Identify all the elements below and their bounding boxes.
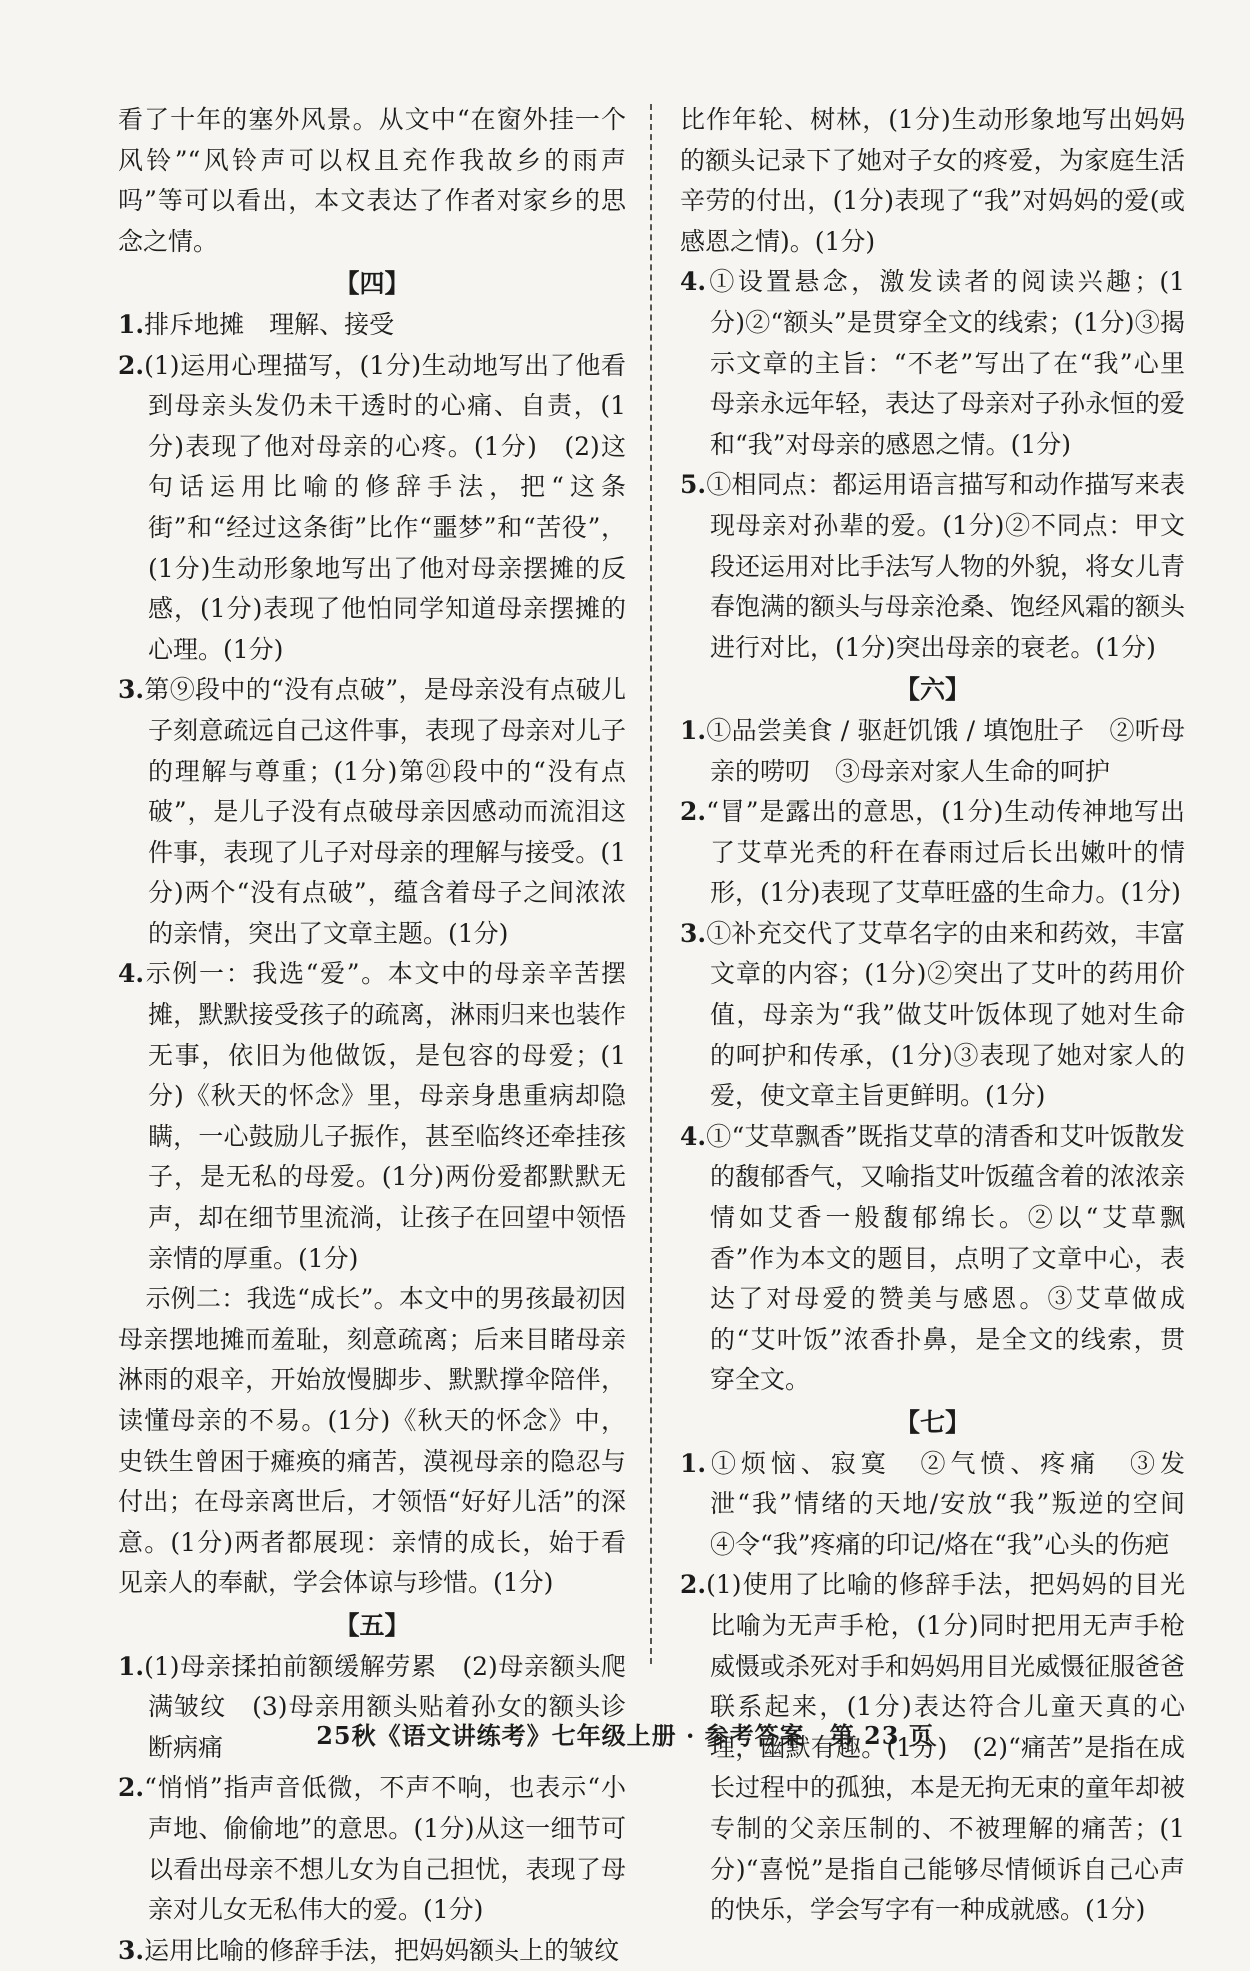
answer-number: 2. <box>118 350 145 380</box>
answer-6-1 <box>680 711 1185 792</box>
answer-number: 4. <box>680 1121 707 1151</box>
answer-text: (1)母亲揉拍前额缓解劳累 (2)母亲额头爬满皱纹 (3)母亲用额头贴着孙女的额头诊断病痛 <box>144 1651 626 1762</box>
section-heading-5: 【五】 <box>334 1610 410 1640</box>
answer-4-4 <box>118 954 626 1279</box>
answer-6-3 <box>680 914 1185 1117</box>
answer-number: 3. <box>680 918 707 948</box>
answer-number: 1. <box>680 715 707 745</box>
answer-text: (1)使用了比喻的修辞手法，把妈妈的目光比喻为无声手枪，(1分)同时把用无声手枪威慑或杀死对手和妈妈用目光威慑征服爸爸联系起来，(1分)表达符合儿童天真的心理，幽默有趣。(1分) (2)“痛苦”是指在成长过程中的孤独，本是无拘无束的童年却被专制的父亲压制的、不被理解的痛苦；(1分)“喜悦”是指自己能够尽情倾诉自己心声的快乐，学会写字有一种成就感。(1分) <box>706 1570 1186 1925</box>
answer-5-4 <box>680 262 1185 465</box>
answer-text: ①补充交代了艾草名字的由来和药效，丰富文章的内容；(1分)②突出了艾叶的药用价值，母亲为“我”做艾叶饭体现了她对生命的呵护和传承，(1分)③表现了她对家人的爱，使文章主旨更鲜明。(1分) <box>706 918 1185 1111</box>
answer-text: ①品尝美食 / 驱赶饥饿 / 填饱肚子 ②听母亲的唠叨 ③母亲对家人生命的呵护 <box>706 715 1185 786</box>
answer-number: 2. <box>680 1570 707 1600</box>
answer-number: 5. <box>680 470 707 500</box>
answer-text: “悄悄”指声音低微，不声不响，也表示“小声地、偷偷地”的意思。(1分)从这一细节可以看出母亲不想儿女为自己担忧，表现了母亲对儿女无私伟大的爱。(1分) <box>144 1773 626 1925</box>
answer-text: “冒”是露出的意思，(1分)生动传神地写出了艾草光秃的秆在春雨过后长出嫩叶的情形，(1分)表现了艾草旺盛的生命力。(1分) <box>706 797 1185 908</box>
answer-4-3 <box>118 670 626 954</box>
answer-7-1 <box>680 1444 1211 1566</box>
answer-4-4-example-2: 示例二：我选“成长”。本文中的男孩最初因母亲摆地摊而羞耻，刻意疏离；后来目睹母亲淋雨的艰辛，开始放慢脚步、默默撑伞陪伴，读懂母亲的不易。(1分)《秋天的怀念》中，史铁生曾困于瘫痪的痛苦，漠视母亲的隐忍与付出；在母亲离世后，才领悟“好好儿活”的深意。(1分)两者都展现：亲情的成长，始于看见亲人的奉献，学会体谅与珍惜。(1分) <box>118 1284 626 1598</box>
answer-number: 1. <box>118 309 145 339</box>
answer-number: 4. <box>680 267 707 297</box>
answer-4-1 <box>118 305 626 346</box>
answer-text: (1)运用心理描写，(1分)生动地写出了他看到母亲头发仍未干透时的心痛、自责，(1分)表现了他对母亲的心疼。(1分) (2)这句话运用比喻的修辞手法，把“这条街”和“经过这条街”比作“噩梦”和“苦役”，(1分)生动形象地写出了他对母亲摆摊的反感，(1分)表现了他怕同学知道母亲摆摊的心理。(1分) <box>144 350 626 664</box>
answer-text: ①烦恼、寂寞 ②气愤、疼痛 ③发泄“我”情绪的天地/安放“我”叛逆的空间 ④令“我”疼痛的印记/烙在“我”心头的伤疤 <box>706 1448 1211 1559</box>
answer-5-5 <box>680 465 1185 668</box>
answer-text: 示例一：我选“爱”。本文中的母亲辛苦摆摊，默默接受孩子的疏离，淋雨归来也装作无事，依旧为他做饭，是包容的母爱；(1分)《秋天的怀念》里，母亲身患重病却隐瞒，一心鼓励儿子振作，甚至临终还牵挂孩子，是无私的母爱。(1分)两份爱都默默无声，却在细节里流淌，让孩子在回望中领悟亲情的厚重。(1分) <box>144 959 626 1273</box>
right-column <box>680 100 1211 1931</box>
column-divider <box>650 104 652 1664</box>
answer-text: ①设置悬念，激发读者的阅读兴趣；(1分)②“额头”是贯穿全文的线索；(1分)③揭示文章的主旨：“不老”写出了在“我”心里母亲永远年轻，表达了母亲对子孙永恒的爱和“我”对母亲的感恩之情。(1分) <box>706 267 1186 459</box>
answer-text: ①相同点：都运用语言描写和动作描写来表现母亲对孙辈的爱。(1分)②不同点：甲文段还运用对比手法写人物的外貌，将女儿青春饱满的额头与母亲沧桑、饱经风霜的额头进行对比，(1分)突出母亲的衰老。(1分) <box>706 470 1186 662</box>
answer-number: 1. <box>680 1448 707 1478</box>
answer-5-3 <box>118 1931 626 1971</box>
answer-number: 4. <box>118 959 145 989</box>
page-footer: 25秋《语文讲练考》七年级上册 · 参考答案 第 23 页 <box>316 1721 934 1750</box>
answer-number: 2. <box>680 797 707 827</box>
answer-number: 1. <box>118 1651 145 1681</box>
section-heading-6: 【六】 <box>894 675 970 705</box>
answer-5-2 <box>118 1768 626 1930</box>
section-heading-4: 【四】 <box>334 269 410 299</box>
answer-number: 3. <box>118 675 145 705</box>
answer-text: 第⑨段中的“没有点破”，是母亲没有点破儿子刻意疏远自己这件事，表现了母亲对儿子的理解与尊重；(1分)第㉑段中的“没有点破”，是儿子没有点破母亲因感动而流泪这件事，表现了儿子对母亲的理解与接受。(1分)两个“没有点破”，蕴含着母子之间浓浓的亲情，突出了文章主题。(1分) <box>144 675 626 948</box>
answer-text: 排斥地摊 理解、接受 <box>144 309 395 339</box>
answer-text: 运用比喻的修辞手法，把妈妈额头上的皱纹 <box>144 1935 620 1965</box>
answer-text: ①“艾草飘香”既指艾草的清香和艾叶饭散发的馥郁香气，又喻指艾叶饭蕴含着的浓浓亲情如艾香一般馥郁绵长。②以“艾草飘香”作为本文的题目，点明了文章中心，表达了对母爱的赞美与感恩。③艾草做成的“艾叶饭”浓香扑鼻，是全文的线索，贯穿全文。 <box>706 1121 1186 1395</box>
answer-6-2 <box>680 792 1185 914</box>
answer-6-4 <box>680 1117 1185 1401</box>
left-column <box>118 100 626 1971</box>
answer-5-3-continuation: 比作年轮、树林，(1分)生动形象地写出妈妈的额头记录下了她对子女的疼爱，为家庭生活辛劳的付出，(1分)表现了“我”对妈妈的爱(或感恩之情)。(1分) <box>680 105 1185 256</box>
answer-number: 3. <box>118 1935 145 1965</box>
answer-4-2 <box>118 346 626 671</box>
answer-number: 2. <box>118 1773 145 1803</box>
section-heading-7: 【七】 <box>894 1408 970 1437</box>
section3-continuation: 看了十年的塞外风景。从文中“在窗外挂一个风铃”“风铃声可以权且充作我故乡的雨声吗”等可以看出，本文表达了作者对家乡的思念之情。 <box>118 105 626 256</box>
